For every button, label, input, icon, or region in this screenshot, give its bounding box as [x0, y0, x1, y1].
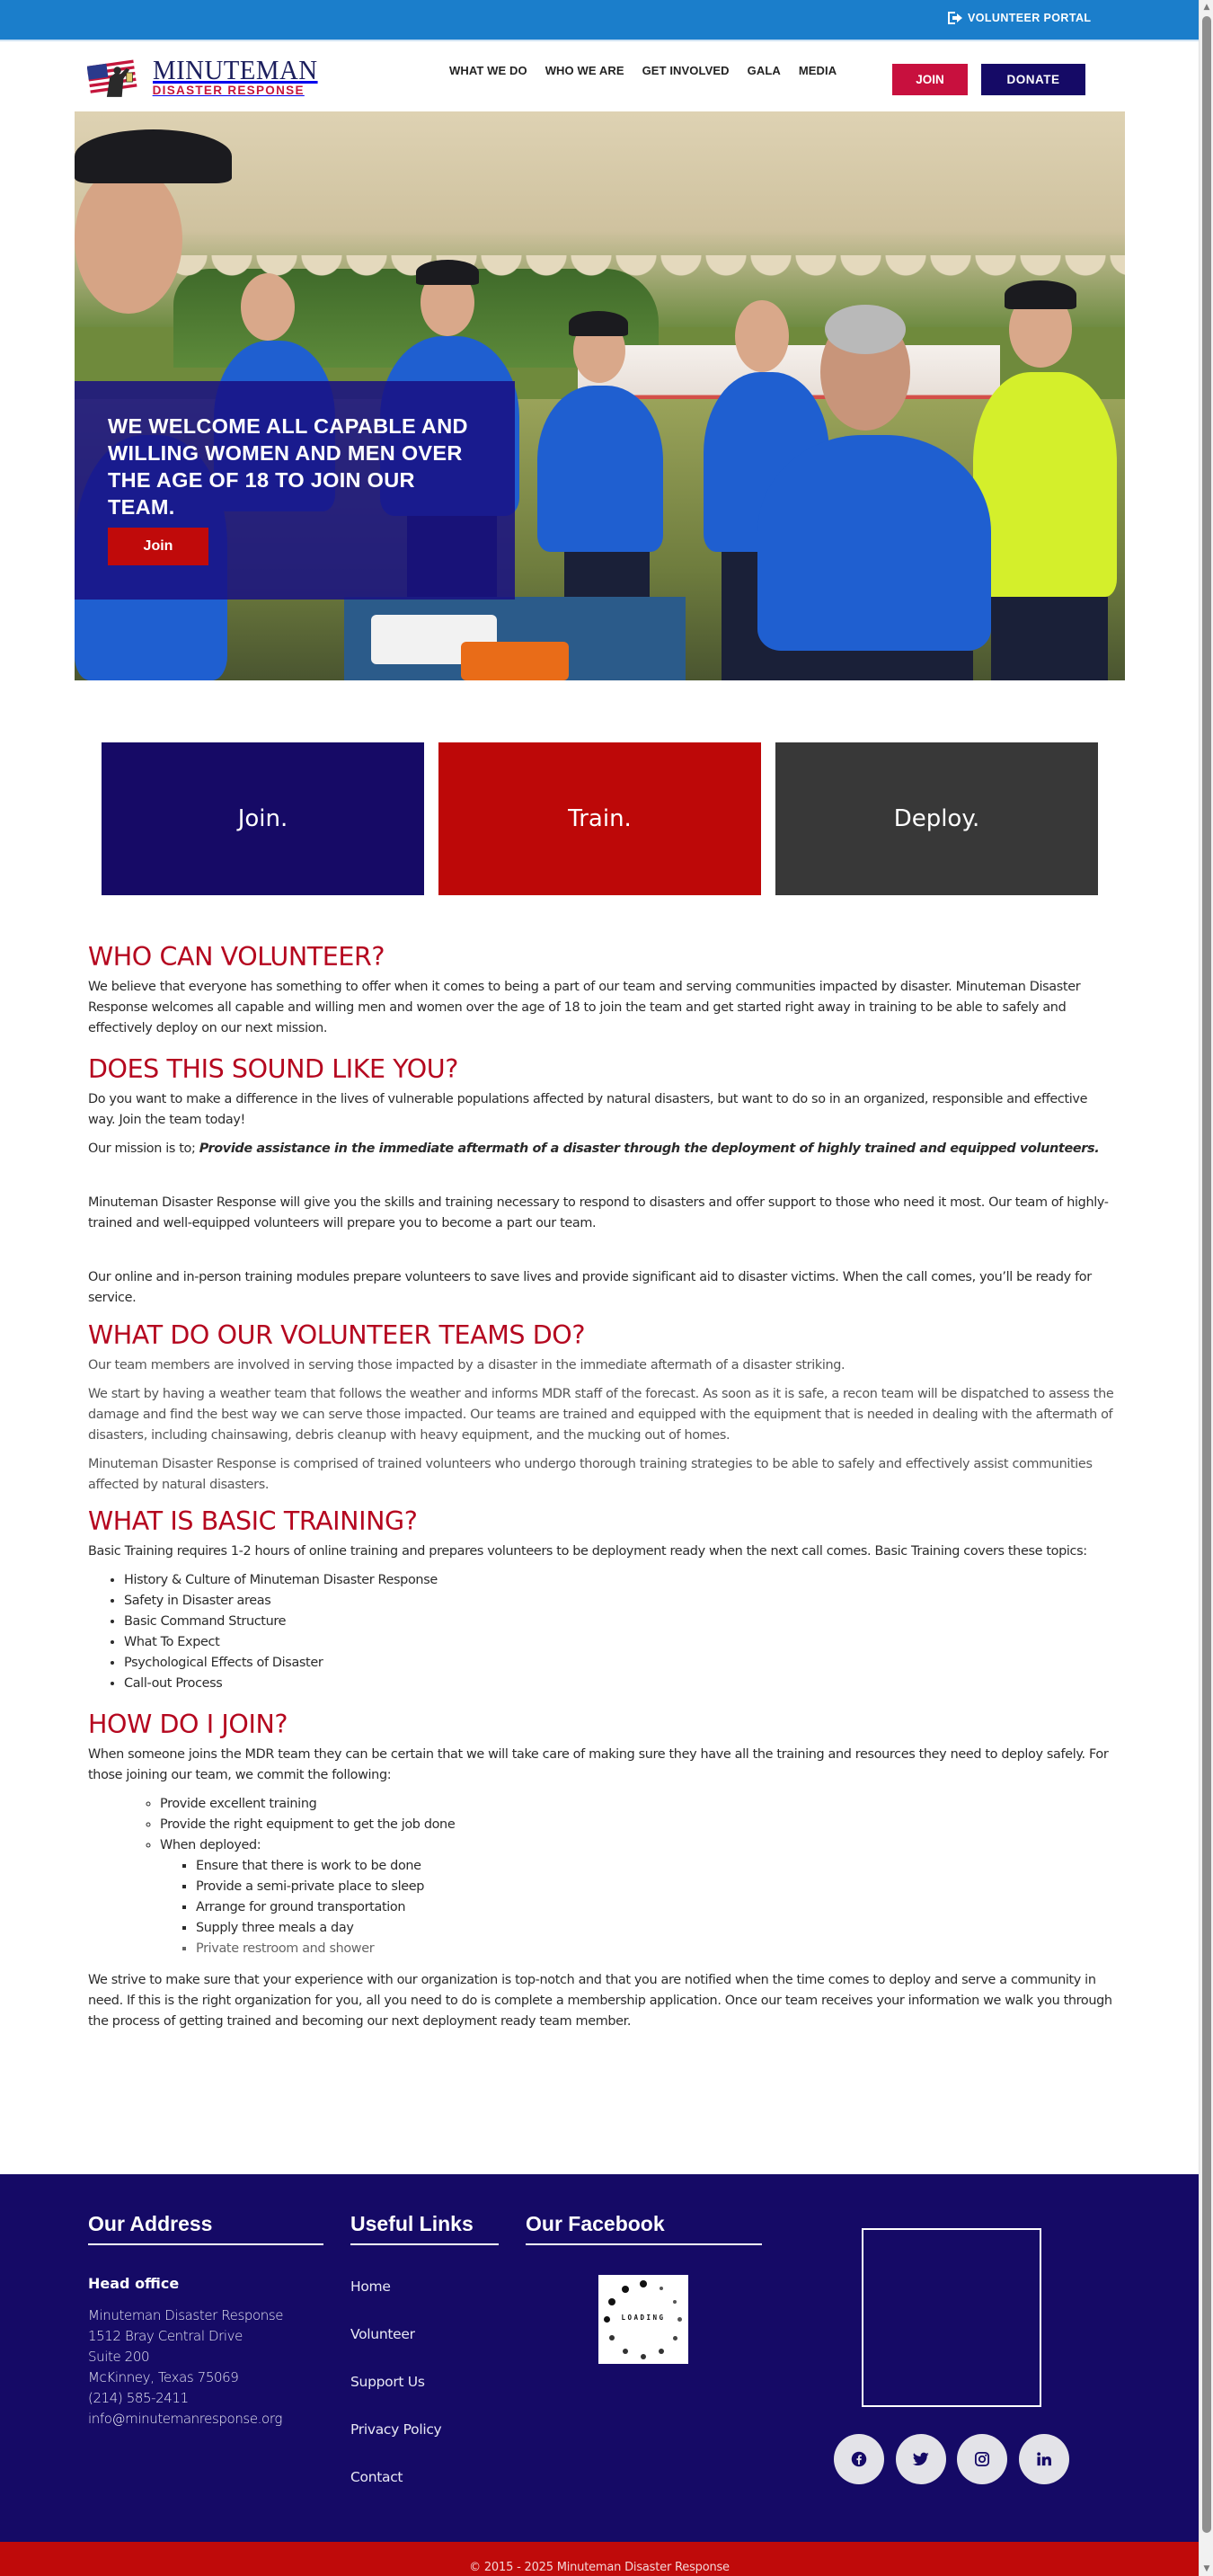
site-footer	[0, 2174, 1199, 2542]
does-this-sound-like-you-heading: DOES THIS SOUND LIKE YOU?	[88, 1054, 458, 1084]
sign-in-icon	[948, 12, 962, 24]
scrollbar-thumb[interactable]	[1202, 16, 1211, 2533]
list-item: ◦ Provide the right equipment to get the job done	[160, 1815, 1115, 1835]
address-org: Minuteman Disaster Response	[88, 2307, 284, 2323]
main-content	[88, 939, 1115, 2040]
list-item: • What To Expect	[124, 1632, 1115, 1653]
logo-title: MINUTEMAN	[152, 54, 318, 85]
nav-gala[interactable]: GALA	[747, 64, 781, 77]
address-email[interactable]: info@minutemanresponse.org	[88, 2411, 282, 2427]
list-item: ▪ Supply three meals a day	[196, 1918, 1115, 1939]
site-logo[interactable]	[87, 54, 330, 101]
scroll-up-arrow-icon[interactable]: ▲	[1203, 3, 1210, 12]
hero-join-button[interactable]: Join	[108, 528, 208, 565]
instagram-icon	[974, 2451, 990, 2467]
how-to-join-text: When someone joins the MDR team they can be certain that we will take care of making sure they have all the training and resources they need to deploy safely. For those joining our team, we commit the following:	[88, 1747, 1109, 1782]
nav-who-we-are[interactable]: WHO WE ARE	[545, 64, 624, 77]
skills-text: Minuteman Disaster Response will give you the skills and training necessary to respond to disasters and offer support to those who need it most. Our team of highly-trained and well-equipped volunteers will prepare you to become a part our team.	[88, 1195, 1109, 1230]
footer-links	[350, 2278, 441, 2517]
address-suite: Suite 200	[88, 2349, 150, 2365]
list-item: ▪ Provide a semi-private place to sleep	[196, 1877, 1115, 1897]
facebook-button[interactable]	[834, 2434, 884, 2484]
list-item: • Psychological Effects of Disaster	[124, 1653, 1115, 1674]
logo-subtitle: DISASTER RESPONSE	[152, 84, 305, 97]
training-topics-list	[88, 1570, 1115, 1694]
address-city: McKinney, Texas 75069	[88, 2369, 239, 2385]
volunteer-portal-label: VOLUNTEER PORTAL	[968, 12, 1092, 24]
list-item: • Safety in Disaster areas	[124, 1591, 1115, 1612]
address-street: 1512 Bray Central Drive	[88, 2328, 243, 2344]
training-modules-text: Our online and in-person training modules prepare volunteers to save lives and provide significant aid to disaster victims. When the call comes, you’ll be ready for service.	[88, 1270, 1092, 1305]
linkedin-button[interactable]	[1019, 2434, 1069, 2484]
hero-overlay	[75, 381, 515, 600]
nav-get-involved[interactable]: GET INVOLVED	[642, 64, 730, 77]
teams-text-2: We start by having a weather team that follows the weather and informs MDR staff of the forecast. As soon as it is safe, a recon team will be dispatched to assess the damage and find the best way we can serve those impacted. Our teams are trained and equipped with the equipment that is needed in dealing with the aftermath of disasters, including chainsawing, debris cleanup with heavy equipment, and the mucking out of homes.	[88, 1387, 1114, 1443]
page-scrollbar[interactable]	[1199, 0, 1213, 2576]
list-item: • Basic Command Structure	[124, 1612, 1115, 1632]
how-do-i-join-heading: HOW DO I JOIN?	[88, 1710, 288, 1739]
address-phone[interactable]: (214) 585-2411	[88, 2390, 189, 2406]
join-button[interactable]: JOIN	[892, 64, 968, 95]
list-item: • Call-out Process	[124, 1674, 1115, 1694]
who-can-volunteer-heading: WHO CAN VOLUNTEER?	[88, 942, 385, 972]
list-item: • History & Culture of Minuteman Disaster Response	[124, 1570, 1115, 1591]
mission-statement	[88, 1139, 1115, 1159]
deployed-list	[160, 1856, 1115, 1959]
teams-text-3: Minuteman Disaster Response is comprised of trained volunteers who undergo thorough training strategies to be able to safely and effectively assist communities affected by natural disasters.	[88, 1457, 1093, 1492]
list-item: ▪ Private restroom and shower	[196, 1939, 1115, 1959]
footer-facebook-title: Our Facebook	[526, 2212, 762, 2245]
nav-media[interactable]: MEDIA	[798, 64, 837, 77]
nav-what-we-do[interactable]: WHAT WE DO	[449, 64, 527, 77]
footer-address-title: Our Address	[88, 2212, 323, 2245]
flag-minuteman-logo-icon	[87, 54, 151, 101]
footer-links-title: Useful Links	[350, 2212, 499, 2245]
when-deployed-label: When deployed:	[160, 1838, 261, 1852]
basic-training-heading: WHAT IS BASIC TRAINING?	[88, 1506, 418, 1536]
join-box[interactable]: Join.	[102, 742, 424, 895]
facebook-widget-frame[interactable]	[862, 2228, 1041, 2407]
twitter-icon	[913, 2452, 929, 2466]
who-can-volunteer-text: We believe that everyone has something to offer when it comes to being a part of our team and serving communities impacted by disaster. Minuteman Disaster Response welcomes all capable and willing men and women over the age of 18 to join the team and get started right away in training to be able to safely and effectively deploy on our next mission.	[88, 980, 1081, 1035]
donate-button[interactable]: DONATE	[981, 64, 1085, 95]
head-office-label: Head office	[88, 2275, 180, 2292]
copyright-bar: © 2015 - 2025 Minuteman Disaster Response	[0, 2542, 1199, 2576]
footer-link-privacy-policy[interactable]: Privacy Policy	[350, 2421, 442, 2438]
hero-image	[75, 111, 1125, 680]
mission-prefix: Our mission is to;	[88, 1141, 199, 1156]
main-nav	[449, 64, 854, 77]
linkedin-icon	[1036, 2451, 1052, 2467]
mission-bold: Provide assistance in the immediate aftermath of a disaster through the deployment of highly trained and equipped volunteers.	[199, 1141, 1100, 1156]
list-item: ▪ Ensure that there is work to be done	[196, 1856, 1115, 1877]
teams-text-1: Our team members are involved in serving those impacted by a disaster in the immediate aftermath of a disaster striking.	[88, 1358, 846, 1372]
hero-heading: WE WELCOME ALL CAPABLE AND WILLING WOMEN AND MEN OVER THE AGE OF 18 TO JOIN OUR TEAM.	[108, 414, 468, 519]
footer-link-home[interactable]: Home	[350, 2278, 391, 2295]
footer-link-contact[interactable]: Contact	[350, 2469, 403, 2485]
facebook-loading-image	[598, 2275, 688, 2364]
deploy-box[interactable]: Deploy.	[775, 742, 1098, 895]
scroll-down-arrow-icon[interactable]: ▼	[1203, 2564, 1210, 2573]
site-header	[0, 41, 1199, 111]
list-item	[160, 1835, 1115, 1959]
loading-text: LOADING	[621, 2314, 666, 2322]
join-train-deploy-boxes	[102, 742, 1099, 895]
footer-link-volunteer[interactable]: Volunteer	[350, 2326, 415, 2342]
footer-link-support-us[interactable]: Support Us	[350, 2374, 425, 2390]
list-item: ▪ Arrange for ground transportation	[196, 1897, 1115, 1918]
list-item: ◦ Provide excellent training	[160, 1794, 1115, 1815]
commitments-list	[88, 1794, 1115, 1959]
volunteer-teams-heading: WHAT DO OUR VOLUNTEER TEAMS DO?	[88, 1320, 586, 1350]
closing-text: We strive to make sure that your experience with our organization is top-notch and that you are notified when the time comes to deploy and serve a community in need. If this is the right organization for you, all you need to do is complete a membership application. Once our team receives your information we walk you through the process of getting trained and becoming our next deployment ready team member.	[88, 1973, 1112, 2029]
twitter-button[interactable]	[896, 2434, 946, 2484]
instagram-button[interactable]	[957, 2434, 1007, 2484]
basic-training-text: Basic Training requires 1-2 hours of online training and prepares volunteers to be deployment ready when the next call comes. Basic Training covers these topics:	[88, 1544, 1087, 1559]
train-box[interactable]: Train.	[438, 742, 761, 895]
volunteer-portal-link[interactable]	[948, 12, 1091, 24]
top-bar	[0, 0, 1199, 41]
facebook-icon	[851, 2451, 867, 2467]
sound-like-you-text: Do you want to make a difference in the lives of vulnerable populations affected by natural disasters, but want to do so in an organized, responsible and effective way. Join the team today!	[88, 1092, 1088, 1127]
footer-address	[88, 2305, 283, 2429]
